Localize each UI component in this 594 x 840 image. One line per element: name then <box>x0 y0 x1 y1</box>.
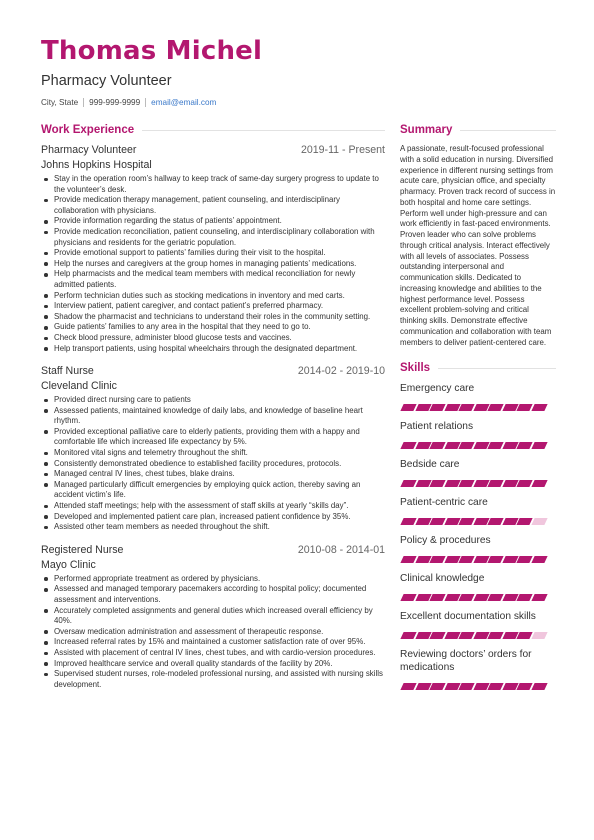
skill-level-segment <box>415 518 431 525</box>
skill-level-segment <box>516 480 532 487</box>
skill-level-segment <box>487 404 503 411</box>
skill-level-segment <box>400 442 416 449</box>
skill-item <box>400 610 556 639</box>
skill-level-bar <box>400 594 556 601</box>
job-header <box>41 544 385 556</box>
job-entry <box>41 544 385 691</box>
skill-level-segment <box>516 594 532 601</box>
skill-level-segment <box>487 594 503 601</box>
skill-level-segment <box>531 404 547 411</box>
contact-divider <box>83 98 84 107</box>
skill-level-segment <box>444 480 460 487</box>
duty-item: Increased referral rates by 15% and maintained a customer satisfaction rate of over 95%. <box>53 637 385 648</box>
skill-level-segment <box>415 683 431 690</box>
sidebar <box>400 122 556 699</box>
skill-level-segment <box>458 404 474 411</box>
section-heading <box>400 360 556 376</box>
skill-level-bar <box>400 480 556 487</box>
skill-level-segment <box>487 518 503 525</box>
duty-item: Assessed patients, maintained knowledge of daily labs, and knowledge of baseline heart rhythm. <box>53 406 385 427</box>
skill-level-segment <box>531 442 547 449</box>
skill-level-segment <box>502 480 518 487</box>
duty-item: Assisted with placement of central IV lines, chest tubes, and with cardio-version procedures. <box>53 648 385 659</box>
skill-level-segment <box>531 594 547 601</box>
skill-level-segment <box>415 442 431 449</box>
phone: 999-999-9999 <box>89 98 141 107</box>
skill-level-bar <box>400 632 556 639</box>
skill-item <box>400 534 556 563</box>
job-duties <box>41 574 385 691</box>
email-link[interactable]: email@email.com <box>151 98 217 107</box>
skill-level-segment <box>400 632 416 639</box>
duty-item: Stay in the operation room’s hallway to keep track of same-day surgery progress to update to the volunteer’s desk. <box>53 174 385 195</box>
skill-level-bar <box>400 442 556 449</box>
skill-name: Patient-centric care <box>400 497 488 509</box>
skill-level-segment <box>473 442 489 449</box>
skill-item <box>400 382 556 411</box>
summary-text: A passionate, result-focused professional with a solid education in nursing. Diversified experience in different nursing settings from acute care, physician office, and specialty pharmacy. Proven track record of success in both hospital and home care settings. Perform well under high-pressure and can work efficiently in fast-paced environments. Proven leader who can solve problems through critical analysis. Interact effectively with all levels of associates. Possess outstanding interpersonal and communication skills. Dedicated to increasing knowledge and abilities to the highest performance level. Possess excellent problem-solving and critical thinking skills. Demonstrate effective communication and collaboration with team members to deliver patient-centered care. <box>400 144 556 347</box>
skill-level-segment <box>473 556 489 563</box>
job-dates: 2014-02 - 2019-10 <box>297 365 385 378</box>
skill-level-segment <box>415 594 431 601</box>
duty-item: Managed central IV lines, chest tubes, blake drains. <box>53 469 385 480</box>
skill-level-segment <box>400 594 416 601</box>
job-entry <box>41 365 385 533</box>
skill-level-segment <box>429 404 445 411</box>
skill-level-segment <box>473 480 489 487</box>
duty-item: Provide emotional support to patients’ families during their visit to the hospital. <box>53 248 385 259</box>
skill-level-segment <box>429 556 445 563</box>
skill-item <box>400 420 556 449</box>
skill-level-segment <box>444 404 460 411</box>
skill-level-segment <box>429 442 445 449</box>
job-duties <box>41 174 385 354</box>
skill-level-segment <box>415 632 431 639</box>
duty-item: Provide information regarding the status of patients’ appointment. <box>53 216 385 227</box>
skill-level-segment <box>415 404 431 411</box>
skill-level-segment <box>444 442 460 449</box>
skill-level-segment <box>516 556 532 563</box>
job-entry <box>41 144 385 354</box>
skill-level-segment <box>531 518 547 525</box>
skill-item <box>400 458 556 487</box>
skill-level-segment <box>415 556 431 563</box>
skill-level-segment <box>531 480 547 487</box>
skill-level-segment <box>400 556 416 563</box>
duty-item: Attended staff meetings; help with the assessment of staff skills at yearly “skills day”. <box>53 501 385 512</box>
skill-level-segment <box>458 480 474 487</box>
skill-item <box>400 496 556 525</box>
skill-level-segment <box>458 556 474 563</box>
skill-level-segment <box>516 518 532 525</box>
job-header <box>41 365 385 377</box>
skill-level-segment <box>502 518 518 525</box>
position-title: Registered Nurse <box>41 543 124 556</box>
skill-level-segment <box>516 404 532 411</box>
skill-name: Clinical knowledge <box>400 573 485 585</box>
skill-level-segment <box>473 632 489 639</box>
skill-level-segment <box>458 632 474 639</box>
duty-item: Improved healthcare service and overall quality standards of the facility by 20%. <box>53 659 385 670</box>
skill-level-segment <box>458 683 474 690</box>
duty-item: Help transport patients, using hospital wheelchairs through the designated department. <box>53 344 385 355</box>
skill-level-segment <box>444 594 460 601</box>
skill-level-segment <box>400 404 416 411</box>
skill-level-segment <box>458 518 474 525</box>
skill-level-segment <box>429 632 445 639</box>
contact-line <box>41 98 216 107</box>
job-title: Pharmacy Volunteer <box>41 73 172 89</box>
skill-level-segment <box>458 442 474 449</box>
skill-level-segment <box>473 404 489 411</box>
skill-level-bar <box>400 683 556 690</box>
skill-level-segment <box>487 442 503 449</box>
skill-name: Emergency care <box>400 383 475 395</box>
skill-level-segment <box>516 442 532 449</box>
duty-item: Managed particularly difficult emergencies by employing quick action, thereby saving an accident victim’s life. <box>53 480 385 501</box>
skill-level-segment <box>502 683 518 690</box>
skill-level-bar <box>400 518 556 525</box>
skill-level-segment <box>487 632 503 639</box>
skills-section <box>400 360 556 690</box>
company-name: Johns Hopkins Hospital <box>41 159 152 171</box>
skill-level-segment <box>516 683 532 690</box>
work-experience-title: Work Experience <box>41 124 135 136</box>
section-heading <box>41 122 385 138</box>
duty-item: Performed appropriate treatment as ordered by physicians. <box>53 574 385 585</box>
skill-level-segment <box>444 683 460 690</box>
skill-level-segment <box>444 632 460 639</box>
skill-level-segment <box>444 556 460 563</box>
section-divider <box>460 130 556 131</box>
skill-level-segment <box>400 518 416 525</box>
duty-item: Provided direct nursing care to patients <box>53 395 385 406</box>
section-divider <box>142 130 385 131</box>
summary-title: Summary <box>400 124 453 136</box>
company-name: Cleveland Clinic <box>41 380 117 393</box>
company-name: Mayo Clinic <box>41 558 96 571</box>
skill-level-segment <box>531 632 547 639</box>
skill-level-segment <box>531 683 547 690</box>
skill-level-segment <box>444 518 460 525</box>
contact-divider <box>145 98 146 107</box>
duty-item: Consistently demonstrated obedience to established facility procedures, protocols. <box>53 459 385 470</box>
duty-item: Supervised student nurses, role-modeled professional nursing, and assisted with nursing skills development. <box>53 669 385 690</box>
duty-item: Oversaw medication administration and assessment of therapeutic response. <box>53 627 385 638</box>
skill-level-segment <box>502 404 518 411</box>
skill-level-segment <box>502 442 518 449</box>
skills-title: Skills <box>400 362 431 375</box>
skill-level-segment <box>502 594 518 601</box>
duty-item: Interview patient, patient caregiver, and contact patient’s preferred pharmacy. <box>53 301 385 312</box>
duty-item: Monitored vital signs and telemetry throughout the shift. <box>53 448 385 459</box>
skill-level-segment <box>429 594 445 601</box>
skill-name: Bedside care <box>400 459 460 471</box>
job-dates: 2010-08 - 2014-01 <box>297 543 385 556</box>
duty-item: Provide medication reconciliation, patient counseling, and interdisciplinary collaboration with physicians and residents for the geriatric population. <box>53 227 385 248</box>
skill-list <box>400 382 556 690</box>
duty-item: Accurately completed assignments and general duties which increased overall efficiency by 40%. <box>53 606 385 627</box>
job-header <box>41 144 385 156</box>
skill-level-segment <box>400 683 416 690</box>
position-title: Staff Nurse <box>41 365 94 378</box>
skill-level-segment <box>415 480 431 487</box>
duty-item: Provided exceptional palliative care to elderly patients, providing them with a happy and comfortable life which increased life expectancy by 5%. <box>53 427 385 448</box>
skill-level-bar <box>400 404 556 411</box>
skill-level-segment <box>487 556 503 563</box>
skill-level-segment <box>502 556 518 563</box>
duty-item: Assisted other team members as needed throughout the shift. <box>53 522 385 533</box>
duty-item: Shadow the pharmacist and technicians to understand their roles in the community setting. <box>53 312 385 323</box>
skill-level-segment <box>473 594 489 601</box>
section-divider <box>438 368 556 369</box>
skill-level-segment <box>400 480 416 487</box>
duty-item: Assessed and managed temporary pacemakers according to hospital policy; documented assessment and interventions. <box>53 584 385 605</box>
duty-item: Provide medication therapy management, patient counseling, and interdisciplinary collaboration with physicians. <box>53 195 385 216</box>
skill-name: Policy & procedures <box>400 535 491 547</box>
duty-item: Developed and implemented patient care plan, increased patient confidence by 35%. <box>53 512 385 523</box>
job-duties <box>41 395 385 533</box>
skill-name: Reviewing doctors’ orders for medications <box>400 649 532 674</box>
skill-name: Excellent documentation skills <box>400 611 536 623</box>
skill-level-segment <box>516 632 532 639</box>
skill-level-bar <box>400 556 556 563</box>
candidate-name: Thomas Michel <box>41 36 263 66</box>
job-dates: 2019-11 - Present <box>300 144 385 156</box>
skill-level-segment <box>458 594 474 601</box>
skill-level-segment <box>487 480 503 487</box>
skill-level-segment <box>473 518 489 525</box>
skill-item <box>400 572 556 601</box>
skill-level-segment <box>429 683 445 690</box>
position-title: Pharmacy Volunteer <box>41 144 137 156</box>
duty-item: Check blood pressure, administer blood glucose tests and vaccines. <box>53 333 385 344</box>
work-experience-section <box>41 122 385 701</box>
duty-item: Help the nurses and caregivers at the group homes in managing patients’ medications. <box>53 259 385 270</box>
duty-item: Perform technician duties such as stocking medications in inventory and med carts. <box>53 291 385 302</box>
skill-level-segment <box>429 480 445 487</box>
duty-item: Help pharmacists and the medical team members with medical reconciliation for newly admitted patients. <box>53 269 385 290</box>
skill-item <box>400 648 556 690</box>
section-heading <box>400 122 556 138</box>
skill-level-segment <box>473 683 489 690</box>
job-list <box>41 144 385 690</box>
skill-level-segment <box>429 518 445 525</box>
skill-level-segment <box>502 632 518 639</box>
duty-item: Guide patients’ families to any area in the hospital that they need to go to. <box>53 322 385 333</box>
skill-level-segment <box>487 683 503 690</box>
location: City, State <box>41 98 79 107</box>
skill-level-segment <box>531 556 547 563</box>
skill-name: Patient relations <box>400 421 474 433</box>
